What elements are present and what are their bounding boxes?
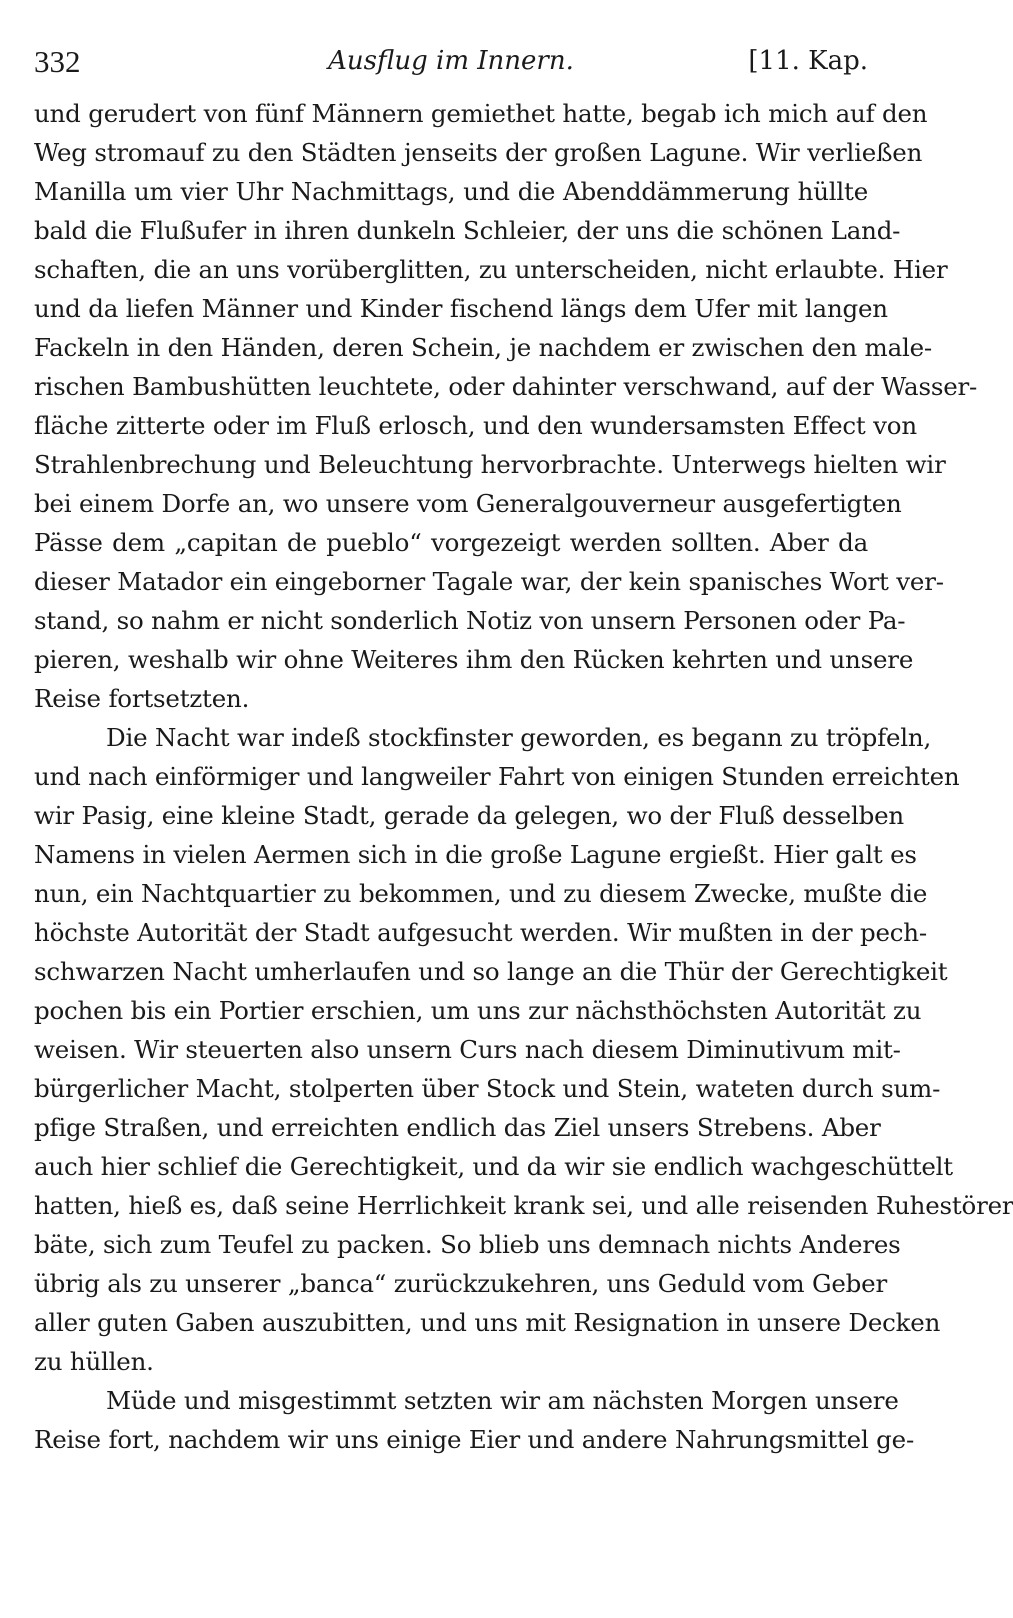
text-line: wir Pasig, eine kleine Stadt, gerade da gelegen, wo der Fluß desselben: [34, 801, 904, 830]
text-line: bäte, sich zum Teufel zu packen. So blieb uns demnach nichts Anderes: [34, 1230, 901, 1259]
text-line: bald die Flußufer in ihren dunkeln Schleier, der uns die schönen Land-: [34, 216, 901, 245]
text-line: zu hüllen.: [34, 1347, 154, 1376]
text-line: Reise fort, nachdem wir uns einige Eier und andere Nahrungsmittel ge-: [34, 1425, 915, 1454]
text-line: Weg stromauf zu den Städten jenseits der großen Lagune. Wir verließen: [34, 138, 923, 167]
text-line: Pässe dem „capitan de pueblo“ vorgezeigt werden sollten. Aber da: [34, 528, 868, 557]
text-line: stand, so nahm er nicht sonderlich Notiz von unsern Personen oder Pa-: [34, 606, 906, 635]
text-line: Strahlenbrechung und Beleuchtung hervorbrachte. Unterwegs hielten wir: [34, 450, 946, 479]
paragraph-2: [34, 718, 1013, 1381]
text-line: Müde und misgestimmt setzten wir am nächsten Morgen unsere: [106, 1386, 899, 1415]
text-line: dieser Matador ein eingeborner Tagale war, der kein spanisches Wort ver-: [34, 567, 944, 596]
text-line: pochen bis ein Portier erschien, um uns zur nächsthöchsten Autorität zu: [34, 996, 922, 1025]
paragraph-3: [34, 1381, 915, 1459]
running-title: Ausflug im Innern.: [328, 46, 574, 76]
text-line: übrig als zu unserer „banca“ zurückzukehren, uns Geduld vom Geber: [34, 1269, 887, 1298]
text-line: höchste Autorität der Stadt aufgesucht werden. Wir mußten in der pech-: [34, 918, 927, 947]
text-line: bei einem Dorfe an, wo unsere vom Generalgouverneur ausgefertigten: [34, 489, 902, 518]
text-line: Manilla um vier Uhr Nachmittags, und die Abenddämmerung hüllte: [34, 177, 868, 206]
text-line: nun, ein Nachtquartier zu bekommen, und zu diesem Zwecke, mußte die: [34, 879, 928, 908]
text-line: schaften, die an uns vorüberglitten, zu unterscheiden, nicht erlaubte. Hier: [34, 255, 948, 284]
text-line: weisen. Wir steuerten also unsern Curs nach diesem Diminutivum mit-: [34, 1035, 901, 1064]
body-text: [34, 94, 1013, 1459]
text-line: aller guten Gaben auszubitten, und uns mit Resignation in unsere Decken: [34, 1308, 941, 1337]
text-line: fläche zitterte oder im Fluß erlosch, und den wundersamsten Effect von: [34, 411, 917, 440]
text-line: und nach einförmiger und langweiler Fahrt von einigen Stunden erreichten: [34, 762, 960, 791]
page-header: [34, 40, 868, 94]
text-line: Fackeln in den Händen, deren Schein, je nachdem er zwischen den male-: [34, 333, 933, 362]
page-number: 332: [34, 44, 81, 79]
text-line: schwarzen Nacht umherlaufen und so lange an die Thür der Gerechtigkeit: [34, 957, 948, 986]
chapter-reference: [11. Kap.: [748, 46, 868, 76]
text-line: Die Nacht war indeß stockfinster geworden, es begann zu tröpfeln,: [106, 723, 932, 752]
text-line: rischen Bambushütten leuchtete, oder dahinter verschwand, auf der Wasser-: [34, 372, 978, 401]
text-line: Reise fortsetzten.: [34, 684, 250, 713]
paragraph-1: [34, 94, 978, 718]
text-line: und da liefen Männer und Kinder fischend längs dem Ufer mit langen: [34, 294, 888, 323]
text-line: auch hier schlief die Gerechtigkeit, und da wir sie endlich wachgeschüttelt: [34, 1152, 953, 1181]
text-line: Namens in vielen Aermen sich in die große Lagune ergießt. Hier galt es: [34, 840, 917, 869]
text-line: pieren, weshalb wir ohne Weiteres ihm den Rücken kehrten und unsere: [34, 645, 914, 674]
text-line: bürgerlicher Macht, stolperten über Stock und Stein, wateten durch sum-: [34, 1074, 941, 1103]
text-line: und gerudert von fünf Männern gemiethet hatte, begab ich mich auf den: [34, 99, 928, 128]
text-line: hatten, hieß es, daß seine Herrlichkeit krank sei, und alle reisenden Ruhestörer: [34, 1191, 1013, 1220]
text-line: pfige Straßen, und erreichten endlich das Ziel unsers Strebens. Aber: [34, 1113, 881, 1142]
